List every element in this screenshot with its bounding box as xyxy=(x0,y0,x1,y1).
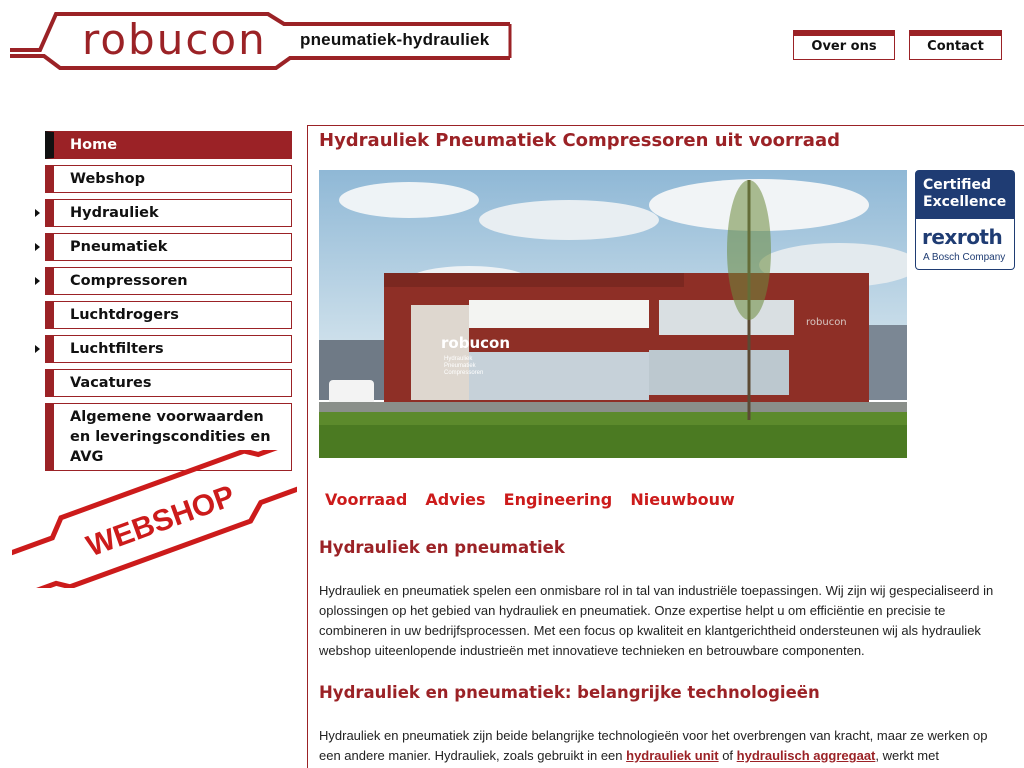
hero-sign-text: robucon xyxy=(806,317,847,328)
sidebar-nav xyxy=(45,131,292,477)
submenu-arrow-icon xyxy=(35,277,40,285)
hero-sign-text: robucon xyxy=(441,334,510,352)
page-title: Hydrauliek Pneumatiek Compressoren uit voorraad xyxy=(319,130,840,151)
rexroth-certified-badge[interactable] xyxy=(915,170,1015,270)
sidebar-item-pneumatiek[interactable] xyxy=(45,233,292,261)
sidebar-item-label: Luchtfilters xyxy=(70,341,164,357)
sidebar-item-hydrauliek[interactable] xyxy=(45,199,292,227)
sidebar-item-label: Pneumatiek xyxy=(70,239,168,255)
badge-brand: rexroth xyxy=(922,225,1003,249)
service-tabs xyxy=(325,490,748,509)
webshop-stamp[interactable] xyxy=(12,450,297,588)
section-heading: Hydrauliek en pneumatiek xyxy=(319,538,565,557)
badge-line1: Certified xyxy=(923,177,992,193)
sidebar-item-label: Home xyxy=(70,137,118,153)
badge-line2: Excellence xyxy=(923,194,1007,210)
sidebar-item-vacatures[interactable] xyxy=(45,369,292,397)
hero-building-photo xyxy=(319,170,907,458)
tab-voorraad[interactable]: Voorraad xyxy=(325,490,408,509)
sidebar-item-luchtfilters[interactable] xyxy=(45,335,292,363)
sidebar-item-label: Webshop xyxy=(70,171,145,187)
hero-sign-line: Hydrauliek xyxy=(444,356,473,362)
contact-button[interactable]: Contact xyxy=(909,30,1002,60)
sidebar-item-luchtdrogers[interactable] xyxy=(45,301,292,329)
hero-sign-line: Pneumatiek xyxy=(444,363,476,369)
hydrauliek-unit-link[interactable]: hydrauliek unit xyxy=(626,748,719,763)
main-content xyxy=(307,125,1024,768)
tab-advies[interactable]: Advies xyxy=(425,490,486,509)
submenu-arrow-icon xyxy=(35,243,40,251)
submenu-arrow-icon xyxy=(35,209,40,217)
badge-brand-panel xyxy=(916,219,1014,269)
sidebar-item-label: Hydrauliek xyxy=(70,205,159,221)
logo-tagline: pneumatiek-hydrauliek xyxy=(300,30,490,49)
tab-nieuwbouw[interactable]: Nieuwbouw xyxy=(630,490,735,509)
sidebar-item-webshop[interactable] xyxy=(45,165,292,193)
tab-engineering[interactable]: Engineering xyxy=(503,490,613,509)
section-heading: Hydrauliek en pneumatiek: belangrijke technologieën xyxy=(319,683,820,702)
logo-wordmark: robucon xyxy=(82,15,267,64)
submenu-arrow-icon xyxy=(35,345,40,353)
section-paragraph xyxy=(319,726,1009,766)
webshop-stamp-graphic xyxy=(12,450,297,588)
brand-logo[interactable] xyxy=(10,12,512,72)
sidebar-item-compressoren[interactable] xyxy=(45,267,292,295)
paragraph-text: , werkt met xyxy=(875,748,939,763)
badge-sub: A Bosch Company xyxy=(923,252,1006,263)
sidebar-item-label: Vacatures xyxy=(70,375,152,391)
sidebar-item-label: Luchtdrogers xyxy=(70,307,179,323)
section-paragraph: Hydrauliek en pneumatiek spelen een onmisbare rol in tal van industriële toepassingen. Wij zijn wij gespecialiseerd in oplossingen op het gebied van hydrauliek en pneumatiek. Onze expertise helpt u om efficiëntie en precisie te combineren in uw bedrijfsprocessen. Met een focus op kwaliteit en klantgerichtheid ondersteunen wij als hydrauliek webshop uiteenlopende industrieën met innovatieve technieken en betrouwbare componenten. xyxy=(319,583,994,658)
hydraulisch-aggregaat-link[interactable]: hydraulisch aggregaat xyxy=(736,748,876,763)
paragraph-text: Hydrauliek en pneumatiek zijn beide belangrijke technologieën voor het overbrengen van kracht, maar ze werken op een andere manier. Hydrauliek, zoals gebruikt in een xyxy=(319,728,988,763)
paragraph-text: of xyxy=(718,748,737,763)
hero-sign-line: Compressoren xyxy=(444,370,484,376)
webshop-stamp-text: WEBSHOP xyxy=(82,479,240,564)
sidebar-item-label: Compressoren xyxy=(70,273,188,289)
about-button[interactable]: Over ons xyxy=(793,30,895,60)
sidebar-item-label: Algemene voorwaarden en leveringscondities en AVG xyxy=(70,409,271,465)
sidebar-item-home[interactable] xyxy=(45,131,292,159)
